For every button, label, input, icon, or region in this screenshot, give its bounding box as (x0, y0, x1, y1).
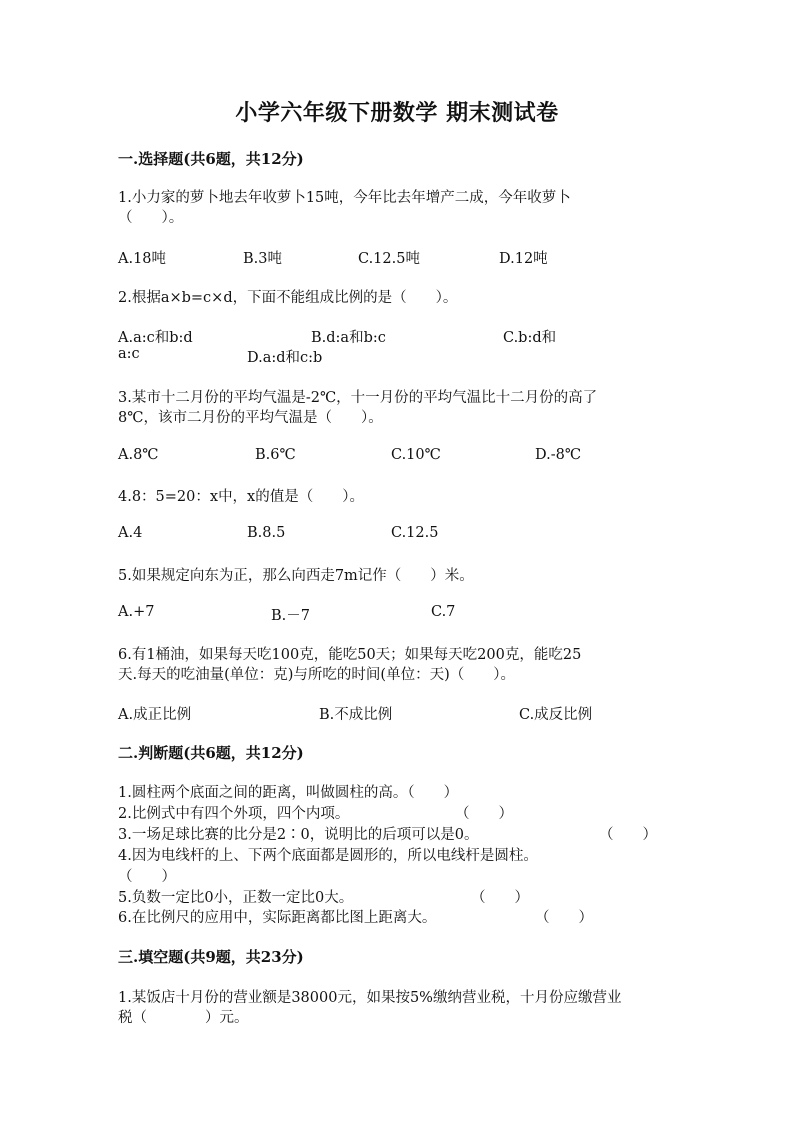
question-text: 3.某市十二月份的平均气温是-2℃，十一月份的平均气温比十二月份的高了 (118, 390, 598, 406)
option: C.7 (431, 604, 456, 620)
option: A.+7 (118, 604, 155, 620)
option: a:c (118, 346, 140, 362)
option: A.4 (118, 525, 143, 541)
option: B.6℃ (255, 447, 296, 463)
question-text: 4.8：5=20：x中，x的值是（ ）。 (118, 489, 364, 505)
option: A.a:c和b:d (118, 330, 193, 346)
judgement-item: 4.因为电线杆的上、下两个底面都是圆形的，所以电线杆是圆柱。 (118, 848, 538, 864)
judgement-item: 5.负数一定比0小，正数一定比0大。 (118, 890, 354, 906)
option: D.-8℃ (535, 447, 582, 463)
question-text: 税（ ）元。 (118, 1010, 249, 1026)
option: A.8℃ (118, 447, 159, 463)
option: B.d:a和b:c (311, 330, 386, 346)
option: B.不成比例 (319, 707, 393, 723)
section-heading: 三.填空题(共9题，共23分) (118, 948, 304, 966)
section-heading: 二.判断题(共6题，共12分) (118, 744, 304, 762)
option: D.12吨 (499, 251, 548, 267)
option: D.a:d和c:b (247, 350, 323, 366)
option: B.－7 (271, 608, 310, 624)
answer-blank: （ ） (471, 890, 529, 906)
option: A.成正比例 (118, 707, 192, 723)
option: C.10℃ (391, 447, 441, 463)
answer-blank: （ ） (118, 869, 176, 885)
judgement-item: 1.圆柱两个底面之间的距离，叫做圆柱的高。（ ） (118, 785, 459, 801)
question-text: 6.有1桶油，如果每天吃100克，能吃50天；如果每天吃200克，能吃25 (118, 647, 582, 663)
section-heading: 一.选择题(共6题，共12分) (118, 150, 304, 168)
answer-blank: （ ） (455, 806, 513, 822)
page-title: 小学六年级下册数学 期末测试卷 (235, 100, 559, 126)
option: C.12.5吨 (358, 251, 420, 267)
question-text: 天.每天的吃油量(单位：克)与所吃的时间(单位：天)（ ）。 (118, 667, 515, 683)
answer-blank: （ ） (535, 910, 593, 926)
option: B.8.5 (247, 525, 286, 541)
option: B.3吨 (243, 251, 282, 267)
option: C.成反比例 (519, 707, 593, 723)
option: C.12.5 (391, 525, 439, 541)
question-text: 2.根据a×b=c×d，下面不能组成比例的是（ ）。 (118, 290, 458, 306)
question-text: 8℃，该市二月份的平均气温是（ ）。 (118, 410, 383, 426)
judgement-item: 3.一场足球比赛的比分是2∶0，说明比的后项可以是0。 (118, 827, 479, 843)
option: C.b:d和 (503, 330, 557, 346)
question-text: 1.小力家的萝卜地去年收萝卜15吨，今年比去年增产二成，今年收萝卜 (118, 190, 571, 206)
question-text: （ ）。 (118, 210, 184, 226)
judgement-item: 2.比例式中有四个外项，四个内项。 (118, 806, 350, 822)
answer-blank: （ ） (599, 827, 657, 843)
judgement-item: 6.在比例尺的应用中，实际距离都比图上距离大。 (118, 910, 437, 926)
question-text: 5.如果规定向东为正，那么向西走7m记作（ ）米。 (118, 568, 474, 584)
question-text: 1.某饭店十月份的营业额是38000元，如果按5%缴纳营业税，十月份应缴营业 (118, 990, 622, 1006)
option: A.18吨 (118, 251, 167, 267)
